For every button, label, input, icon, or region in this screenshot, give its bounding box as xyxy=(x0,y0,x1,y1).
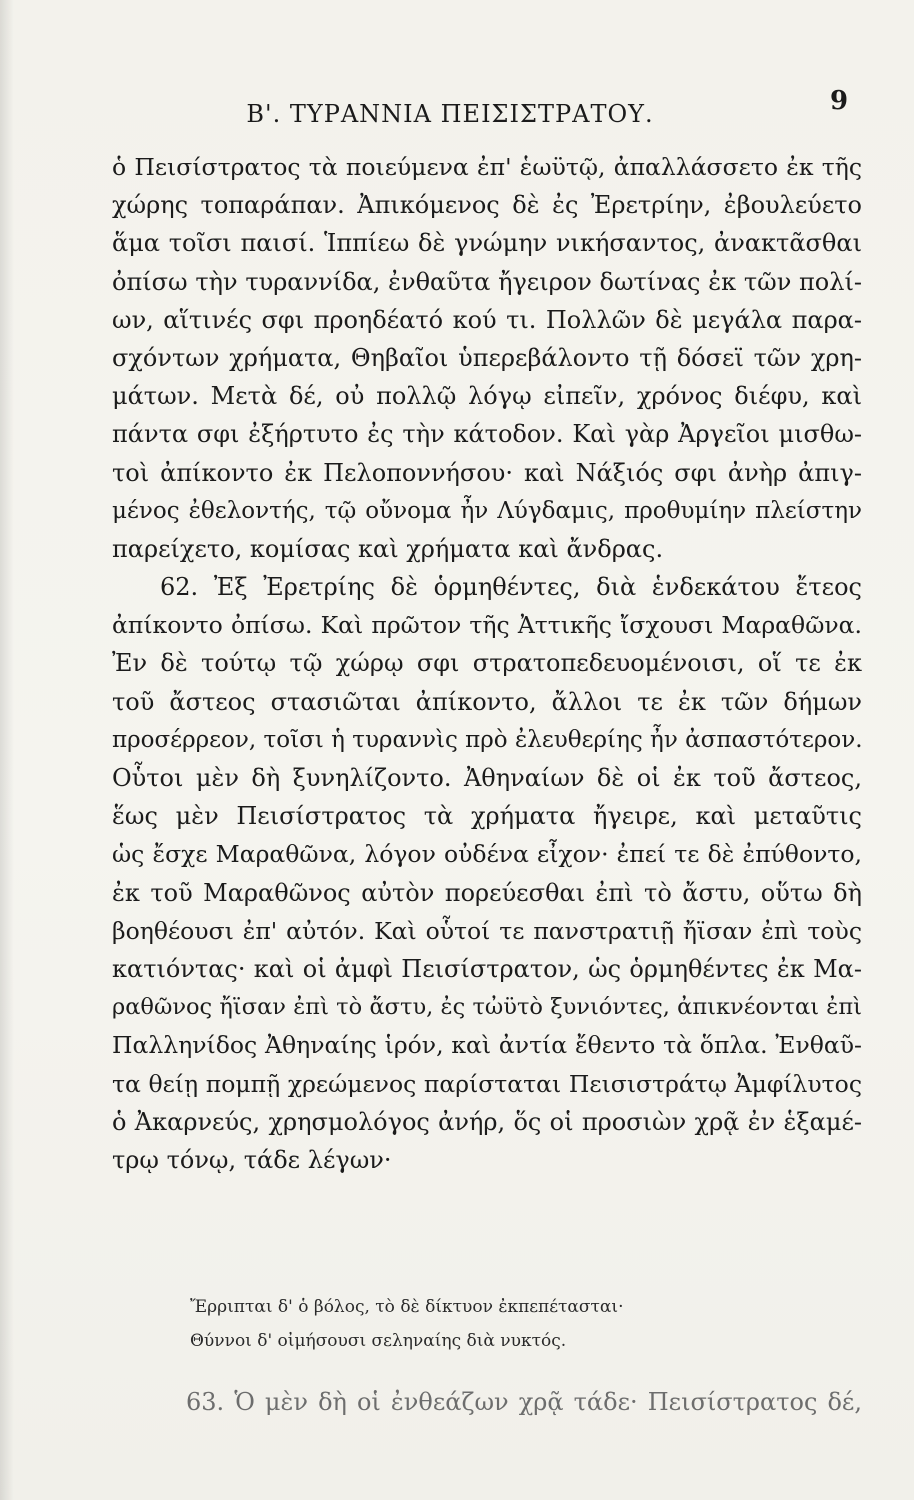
running-title: Β'. ΤΥΡΑΝΝΙΑ ΠΕΙΣΙΣΤΡΑΤΟΥ. xyxy=(246,100,654,128)
text-line: Παλληνίδος Ἀθηναίης ἱρόν, καὶ ἀντία ἔθεντο τὰ ὅπλα. Ἐνθαῦ- xyxy=(112,1031,862,1060)
text-line: μάτων. Μετὰ δέ, οὐ πολλῷ λόγῳ εἰπεῖν, χρόνος διέφυ, καὶ xyxy=(112,382,862,411)
text-line: ἀπίκοντο ὀπίσω. Καὶ πρῶτον τῆς Ἀττικῆς ἴσχουσι Μαραθῶνα. xyxy=(112,611,862,640)
text-line: Ἐν δὲ τούτῳ τῷ χώρῳ σφι στρατοπεδευομένοισι, οἵ τε ἐκ xyxy=(112,649,862,678)
text-line: τοῦ ἄστεος στασιῶται ἀπίκοντο, ἄλλοι τε ἐκ τῶν δήμων xyxy=(112,687,862,716)
text-line: σχόντων χρήματα, Θηβαῖοι ὑπερεβάλοντο τῇ δόσεϊ τῶν χρη- xyxy=(112,343,862,372)
text-line: τρῳ τόνῳ, τάδε λέγων· xyxy=(112,1145,392,1174)
text-line: παρείχετο, κομίσας καὶ χρήματα καὶ ἄνδρας. xyxy=(112,534,664,563)
text-line: ὡς ἔσχε Μαραθῶνα, λόγον οὐδένα εἶχον· ἐπεί τε δὲ ἐπύθοντο, xyxy=(112,840,862,869)
text-line: προσέρρεον, τοῖσι ἡ τυραννὶς πρὸ ἐλευθερίης ἦν ἀσπαστότερον. xyxy=(112,726,863,753)
body-text xyxy=(112,148,862,1179)
gutter-shadow xyxy=(0,0,14,1500)
text-line: πάντα σφι ἐξήρτυτο ἐς τὴν κάτοδον. Καὶ γὰρ Ἀργεῖοι μισθω- xyxy=(112,420,862,449)
section-62-start: 62. Ἐξ Ἐρετρίης δὲ ὁρμηθέντες, διὰ ἑνδεκάτου ἔτεος xyxy=(160,573,862,602)
page-number: 9 xyxy=(830,86,849,116)
text-line: ἐκ τοῦ Μαραθῶνος αὐτὸν πορεύεσθαι ἐπὶ τὸ ἄστυ, οὕτω δὴ xyxy=(112,878,862,907)
text-line: ων, αἵτινές σφι προηδέατό κού τι. Πολλῶν δὲ μεγάλα παρα- xyxy=(112,305,862,334)
text-line: κατιόντας· καὶ οἱ ἀμφὶ Πεισίστρατον, ὡς ὁρμηθέντες ἐκ Μα- xyxy=(112,954,862,983)
text-line: ραθῶνος ἤϊσαν ἐπὶ τὸ ἄστυ, ἐς τὠϋτὸ ξυνιόντες, ἀπικνέονται ἐπὶ xyxy=(112,994,862,1021)
text-line: ὁ Ἀκαρνεύς, χρησμολόγος ἀνήρ, ὅς οἱ προσιὼν χρᾷ ἐν ἑξαμέ- xyxy=(112,1107,862,1136)
text-line: ὁ Πεισίστρατος τὰ ποιεύμενα ἐπ' ἑωϋτῷ, ἀπαλλάσσετο ἐκ τῆς xyxy=(112,153,862,181)
text-line: μένος ἐθελοντής, τῷ οὔνομα ἦν Λύγδαμις, προθυμίην πλείστην xyxy=(112,497,862,524)
text-line: χώρης τοπαράπαν. Ἀπικόμενος δὲ ἐς Ἐρετρίην, ἐβουλεύετο xyxy=(112,191,862,220)
section-63-start: 63. Ὁ μὲν δὴ οἱ ἐνθεάζων χρᾷ τάδε· Πεισίστρατος δέ, xyxy=(186,1388,862,1416)
text-line: ὀπίσω τὴν τυραννίδα, ἐνθαῦτα ἤγειρον δωτίνας ἐκ τῶν πολί- xyxy=(112,267,862,296)
verse-line: Ἔρριπται δ' ὁ βόλος, τὸ δὲ δίκτυον ἐκπεπέτασται· xyxy=(190,1297,624,1317)
text-line: τα θείῃ πομπῇ χρεώμενος παρίσταται Πεισιστράτῳ Ἀμφίλυτος xyxy=(112,1069,862,1098)
text-line: τοὶ ἀπίκοντο ἐκ Πελοποννήσου· καὶ Νάξιός σφι ἀνὴρ ἀπιγ- xyxy=(112,458,862,487)
oracle-verse xyxy=(190,1290,710,1358)
text-line: Οὗτοι μὲν δὴ ξυνηλίζοντο. Ἀθηναίων δὲ οἱ ἐκ τοῦ ἄστεος, xyxy=(112,764,862,792)
text-line: ἅμα τοῖσι παισί. Ἱππίεω δὲ γνώμην νικήσαντος, ἀνακτᾶσθαι xyxy=(112,229,862,258)
text-line: βοηθέουσι ἐπ' αὐτόν. Καὶ οὗτοί τε πανστρατιῇ ἤϊσαν ἐπὶ τοὺς xyxy=(112,916,862,945)
verse-line: Θύννοι δ' οἰμήσουσι σεληναίης διὰ νυκτός. xyxy=(190,1331,567,1351)
text-line: ἕως μὲν Πεισίστρατος τὰ χρήματα ἤγειρε, καὶ μεταῦτις xyxy=(112,802,862,831)
